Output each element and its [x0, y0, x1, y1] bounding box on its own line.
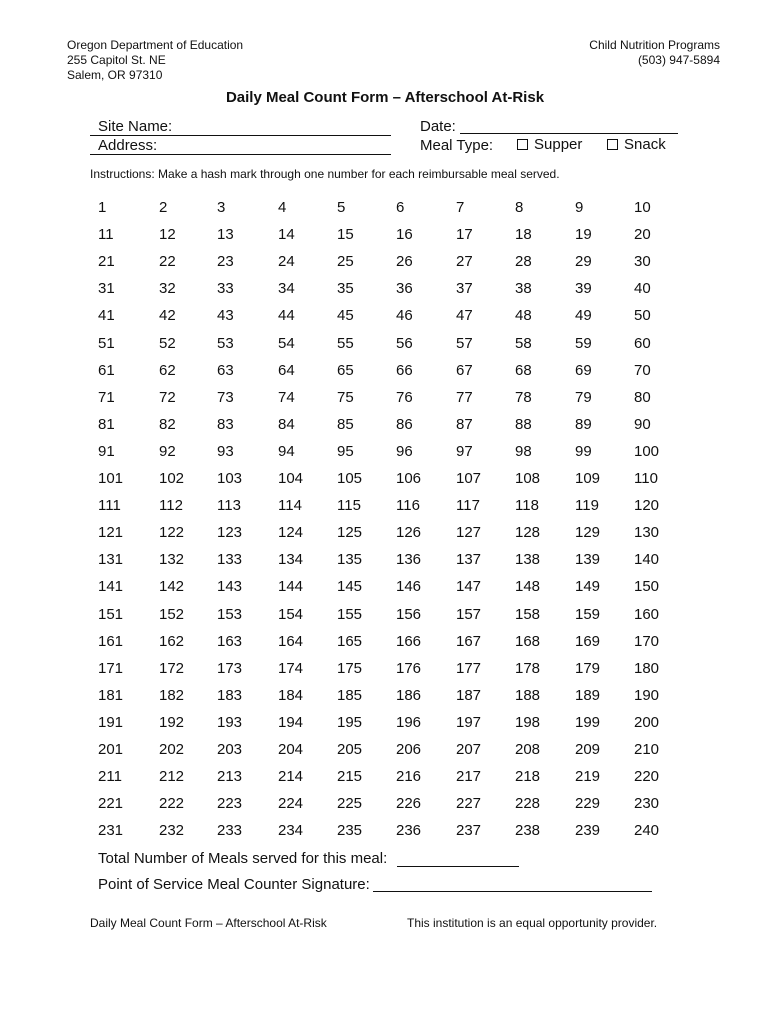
count-number[interactable]: 33	[217, 280, 234, 298]
count-number[interactable]: 36	[396, 280, 413, 298]
count-row	[98, 496, 698, 516]
count-number[interactable]: 43	[217, 307, 234, 325]
count-row	[98, 361, 698, 381]
count-number[interactable]: 82	[159, 415, 176, 433]
count-number[interactable]: 8	[515, 199, 524, 216]
count-number[interactable]: 238	[515, 822, 541, 840]
count-number[interactable]: 96	[396, 442, 413, 460]
count-number[interactable]: 209	[575, 741, 601, 758]
count-number[interactable]: 240	[634, 822, 660, 840]
count-number[interactable]: 136	[396, 551, 422, 569]
count-number[interactable]: 195	[337, 713, 363, 731]
count-number[interactable]: 102	[159, 470, 185, 487]
count-number[interactable]: 100	[634, 442, 660, 460]
count-number[interactable]: 60	[634, 334, 651, 352]
count-number[interactable]: 17	[456, 226, 473, 244]
count-row	[98, 550, 698, 570]
count-number[interactable]: 197	[456, 713, 482, 731]
count-row	[98, 469, 698, 489]
count-number[interactable]: 233	[217, 822, 243, 840]
count-number[interactable]: 236	[396, 822, 422, 840]
count-row	[98, 388, 698, 408]
count-number[interactable]: 21	[98, 253, 115, 271]
count-number[interactable]: 35	[337, 280, 354, 298]
count-number[interactable]: 234	[278, 822, 304, 840]
count-number[interactable]: 126	[396, 524, 422, 542]
count-number[interactable]: 215	[337, 768, 363, 786]
count-number[interactable]: 30	[634, 253, 651, 271]
count-number[interactable]: 42	[159, 307, 176, 325]
count-number[interactable]: 196	[396, 713, 422, 731]
count-number[interactable]: 63	[217, 361, 234, 379]
count-number[interactable]: 86	[396, 415, 413, 433]
count-row	[98, 767, 698, 787]
count-number[interactable]: 98	[515, 442, 532, 460]
count-number[interactable]: 142	[159, 578, 185, 596]
count-row	[98, 632, 698, 652]
count-number[interactable]: 24	[278, 253, 295, 271]
count-row	[98, 740, 698, 760]
count-number[interactable]: 19	[575, 226, 592, 244]
count-number[interactable]: 12	[159, 226, 176, 244]
snack-label: Snack	[624, 136, 666, 153]
count-number[interactable]: 25	[337, 253, 354, 271]
count-row	[98, 279, 698, 299]
org-street: 255 Capitol St. NE	[67, 53, 166, 67]
count-number[interactable]: 179	[575, 659, 601, 677]
count-number[interactable]: 187	[456, 686, 482, 704]
count-row	[98, 605, 698, 625]
count-number[interactable]: 131	[98, 551, 124, 569]
count-number[interactable]: 106	[396, 470, 422, 487]
count-number[interactable]: 68	[515, 361, 532, 379]
count-number[interactable]: 84	[278, 415, 295, 433]
count-number[interactable]: 77	[456, 388, 473, 406]
count-number[interactable]: 79	[575, 388, 592, 406]
count-number[interactable]: 78	[515, 388, 532, 406]
count-number[interactable]: 171	[98, 659, 124, 677]
count-number[interactable]: 54	[278, 334, 295, 352]
count-row	[98, 686, 698, 706]
count-number[interactable]: 51	[98, 334, 115, 352]
address-input-line[interactable]	[90, 137, 391, 155]
count-number[interactable]: 216	[396, 768, 422, 786]
supper-label: Supper	[534, 136, 583, 153]
count-number[interactable]: 5	[337, 199, 346, 216]
count-number[interactable]: 7	[456, 199, 465, 216]
count-number[interactable]: 162	[159, 632, 185, 650]
count-number[interactable]: 118	[515, 497, 539, 515]
count-number[interactable]: 97	[456, 442, 473, 460]
count-number[interactable]: 184	[278, 686, 304, 704]
count-number[interactable]: 158	[515, 605, 541, 623]
count-number[interactable]: 4	[278, 199, 287, 216]
count-number[interactable]: 55	[337, 334, 354, 352]
total-meals-label: Total Number of Meals served for this meal:	[98, 850, 388, 867]
count-row	[98, 659, 698, 679]
count-number[interactable]: 143	[217, 578, 243, 596]
supper-checkbox[interactable]	[517, 139, 528, 150]
count-number[interactable]: 160	[634, 605, 660, 623]
count-number[interactable]: 27	[456, 253, 473, 271]
count-number[interactable]: 44	[278, 307, 295, 325]
count-number[interactable]: 99	[575, 442, 592, 460]
count-number[interactable]: 45	[337, 307, 354, 325]
count-number[interactable]: 83	[217, 415, 234, 433]
count-number[interactable]: 164	[278, 632, 304, 650]
count-number[interactable]: 144	[278, 578, 304, 596]
signature-input-line[interactable]	[373, 876, 652, 892]
footer-form-name: Daily Meal Count Form – Afterschool At-Risk	[90, 916, 327, 930]
count-number[interactable]: 26	[396, 253, 413, 271]
count-number[interactable]: 11	[98, 226, 114, 244]
count-number[interactable]: 135	[337, 551, 363, 569]
program-contact-block	[589, 38, 720, 68]
count-number[interactable]: 204	[278, 741, 304, 758]
count-number[interactable]: 13	[217, 226, 234, 244]
count-number[interactable]: 40	[634, 280, 651, 298]
count-number[interactable]: 22	[159, 253, 176, 271]
count-number[interactable]: 121	[98, 524, 124, 542]
count-number[interactable]: 153	[217, 605, 243, 623]
form-title: Daily Meal Count Form – Afterschool At-Risk	[225, 89, 545, 106]
count-row	[98, 415, 698, 435]
count-number[interactable]: 93	[217, 442, 234, 460]
count-number[interactable]: 200	[634, 713, 660, 731]
count-number[interactable]: 73	[217, 388, 234, 406]
count-number[interactable]: 173	[217, 659, 243, 677]
count-number[interactable]: 89	[575, 415, 592, 433]
count-number[interactable]: 156	[396, 605, 422, 623]
site-name-input-line[interactable]	[90, 118, 391, 136]
count-number[interactable]: 220	[634, 768, 660, 786]
count-number[interactable]: 211	[98, 768, 122, 786]
count-number[interactable]: 127	[456, 524, 482, 542]
site-name-label: Site Name:	[98, 118, 173, 135]
count-number[interactable]: 52	[159, 334, 176, 352]
count-number[interactable]: 87	[456, 415, 473, 433]
instructions-text: Instructions: Make a hash mark through one number for each reimbursable meal served.	[90, 167, 560, 181]
count-number[interactable]: 210	[634, 741, 660, 758]
count-number[interactable]: 168	[515, 632, 541, 650]
count-number[interactable]: 212	[159, 768, 185, 786]
date-label: Date:	[420, 118, 456, 135]
count-number[interactable]: 174	[278, 659, 304, 677]
count-number[interactable]: 148	[515, 578, 541, 596]
org-city: Salem, OR 97310	[67, 68, 163, 82]
count-number[interactable]: 48	[515, 307, 532, 325]
count-row	[98, 306, 698, 326]
count-number[interactable]: 123	[217, 524, 243, 542]
count-number[interactable]: 56	[396, 334, 413, 352]
count-number[interactable]: 176	[396, 659, 422, 677]
count-number[interactable]: 32	[159, 280, 176, 298]
count-number[interactable]: 155	[337, 605, 363, 623]
count-number[interactable]: 117	[456, 497, 480, 515]
count-number[interactable]: 103	[217, 470, 243, 487]
count-number[interactable]: 129	[575, 524, 601, 542]
count-number[interactable]: 165	[337, 632, 363, 650]
count-number[interactable]: 134	[278, 551, 304, 569]
count-number[interactable]: 218	[515, 768, 541, 786]
count-number[interactable]: 147	[456, 578, 482, 596]
count-number[interactable]: 81	[98, 415, 115, 433]
org-address-block	[67, 38, 243, 83]
count-number[interactable]: 150	[634, 578, 660, 596]
count-number[interactable]: 38	[515, 280, 532, 298]
count-number[interactable]: 167	[456, 632, 482, 650]
count-number[interactable]: 163	[217, 632, 243, 650]
count-number[interactable]: 14	[278, 226, 295, 244]
count-number[interactable]: 180	[634, 659, 660, 677]
count-number[interactable]: 46	[396, 307, 413, 325]
count-number[interactable]: 113	[217, 497, 241, 515]
count-number[interactable]: 202	[159, 741, 185, 758]
count-number[interactable]: 178	[515, 659, 541, 677]
count-number[interactable]: 191	[98, 713, 124, 731]
count-number[interactable]: 85	[337, 415, 354, 433]
count-number[interactable]: 169	[575, 632, 601, 650]
signature-label: Point of Service Meal Counter Signature:	[98, 876, 370, 893]
count-number[interactable]: 190	[634, 686, 660, 704]
count-number[interactable]: 9	[575, 199, 584, 216]
count-number[interactable]: 198	[515, 713, 541, 731]
count-number[interactable]: 133	[217, 551, 243, 569]
count-number[interactable]: 23	[217, 253, 234, 271]
count-number[interactable]: 152	[159, 605, 185, 623]
count-number[interactable]: 182	[159, 686, 185, 704]
count-number[interactable]: 34	[278, 280, 295, 298]
count-number[interactable]: 130	[634, 524, 660, 542]
count-number[interactable]: 175	[337, 659, 363, 677]
count-number[interactable]: 67	[456, 361, 473, 379]
count-number[interactable]: 116	[396, 497, 420, 515]
count-number[interactable]: 188	[515, 686, 541, 704]
count-number[interactable]: 95	[337, 442, 354, 460]
count-number[interactable]: 74	[278, 388, 295, 406]
count-number[interactable]: 59	[575, 334, 592, 352]
count-row	[98, 225, 698, 245]
count-number[interactable]: 31	[98, 280, 115, 298]
count-number[interactable]: 192	[159, 713, 185, 731]
count-number[interactable]: 92	[159, 442, 176, 460]
count-number[interactable]: 71	[98, 388, 115, 406]
count-row	[98, 334, 698, 354]
count-number[interactable]: 101	[98, 470, 124, 487]
count-number[interactable]: 6	[396, 199, 405, 216]
count-number[interactable]: 205	[337, 741, 363, 758]
count-number[interactable]: 50	[634, 307, 651, 325]
count-number[interactable]: 139	[575, 551, 601, 569]
count-number[interactable]: 228	[515, 795, 541, 813]
count-number[interactable]: 224	[278, 795, 304, 813]
count-number[interactable]: 170	[634, 632, 660, 650]
count-number[interactable]: 219	[575, 768, 601, 786]
count-number[interactable]: 88	[515, 415, 532, 433]
count-number[interactable]: 115	[337, 497, 361, 515]
count-number[interactable]: 128	[515, 524, 541, 542]
count-number[interactable]: 141	[98, 578, 124, 596]
count-number[interactable]: 104	[278, 470, 304, 487]
count-number[interactable]: 72	[159, 388, 176, 406]
count-number[interactable]: 231	[98, 822, 124, 840]
count-number[interactable]: 124	[278, 524, 304, 542]
total-meals-input-line[interactable]	[397, 850, 519, 867]
count-number[interactable]: 94	[278, 442, 295, 460]
count-number[interactable]: 75	[337, 388, 354, 406]
org-name: Oregon Department of Education	[67, 38, 244, 52]
count-number[interactable]: 62	[159, 361, 176, 379]
count-row	[98, 794, 698, 814]
count-number[interactable]: 1	[98, 199, 107, 216]
count-number[interactable]: 229	[575, 795, 601, 813]
count-number[interactable]: 64	[278, 361, 295, 379]
count-number[interactable]: 91	[98, 442, 115, 460]
count-number[interactable]: 206	[396, 741, 422, 758]
count-number[interactable]: 41	[98, 307, 115, 325]
count-number[interactable]: 201	[98, 741, 124, 758]
count-number[interactable]: 208	[515, 741, 541, 758]
count-number[interactable]: 159	[575, 605, 601, 623]
count-row	[98, 577, 698, 597]
count-number[interactable]: 132	[159, 551, 185, 569]
count-number[interactable]: 20	[634, 226, 651, 244]
count-number[interactable]: 226	[396, 795, 422, 813]
count-number[interactable]: 108	[515, 470, 541, 487]
count-number[interactable]: 119	[575, 497, 599, 515]
count-number[interactable]: 193	[217, 713, 243, 731]
count-number[interactable]: 181	[98, 686, 124, 704]
count-number[interactable]: 237	[456, 822, 482, 840]
count-number[interactable]: 111	[98, 497, 121, 515]
date-input-line[interactable]	[460, 118, 678, 134]
count-number[interactable]: 239	[575, 822, 601, 840]
count-row	[98, 821, 698, 841]
count-number[interactable]: 217	[456, 768, 482, 786]
count-number[interactable]: 194	[278, 713, 304, 731]
count-number[interactable]: 107	[456, 470, 482, 487]
count-number[interactable]: 186	[396, 686, 422, 704]
count-number[interactable]: 105	[337, 470, 363, 487]
count-number[interactable]: 189	[575, 686, 601, 704]
count-row	[98, 198, 698, 218]
count-number[interactable]: 47	[456, 307, 473, 325]
count-number[interactable]: 37	[456, 280, 473, 298]
count-number[interactable]: 120	[634, 497, 660, 515]
count-row	[98, 713, 698, 733]
count-number[interactable]: 65	[337, 361, 354, 379]
count-number[interactable]: 213	[217, 768, 243, 786]
count-number[interactable]: 140	[634, 551, 660, 569]
count-number[interactable]: 227	[456, 795, 482, 813]
count-number[interactable]: 2	[159, 199, 168, 216]
count-number[interactable]: 10	[634, 199, 651, 216]
count-number[interactable]: 214	[278, 768, 304, 786]
count-number[interactable]: 157	[456, 605, 482, 623]
count-number[interactable]: 49	[575, 307, 592, 325]
count-number[interactable]: 203	[217, 741, 243, 758]
count-number[interactable]: 122	[159, 524, 185, 542]
count-number[interactable]: 66	[396, 361, 413, 379]
count-number[interactable]: 69	[575, 361, 592, 379]
address-label: Address:	[98, 137, 158, 154]
count-number[interactable]: 15	[337, 226, 354, 244]
count-number[interactable]: 161	[98, 632, 124, 650]
count-row	[98, 523, 698, 543]
count-number[interactable]: 57	[456, 334, 473, 352]
count-number[interactable]: 53	[217, 334, 234, 352]
meal-option-supper[interactable]	[517, 136, 582, 154]
count-row	[98, 442, 698, 462]
count-number[interactable]: 172	[159, 659, 185, 677]
count-number[interactable]: 29	[575, 253, 592, 271]
count-number[interactable]: 18	[515, 226, 532, 244]
meal-option-snack[interactable]	[607, 136, 666, 154]
meal-type-label: Meal Type:	[420, 137, 494, 154]
count-number[interactable]: 76	[396, 388, 413, 406]
count-number[interactable]: 183	[217, 686, 243, 704]
count-number[interactable]: 138	[515, 551, 541, 569]
count-number[interactable]: 177	[456, 659, 482, 677]
count-number[interactable]: 80	[634, 388, 651, 406]
count-number[interactable]: 166	[396, 632, 422, 650]
footer-equal-opportunity: This institution is an equal opportunity provider.	[407, 916, 658, 930]
count-number[interactable]: 137	[456, 551, 482, 569]
program-name: Child Nutrition Programs	[589, 38, 720, 52]
count-number[interactable]: 114	[278, 497, 302, 515]
count-number[interactable]: 58	[515, 334, 532, 352]
count-number[interactable]: 149	[575, 578, 601, 596]
count-number[interactable]: 125	[337, 524, 363, 542]
count-number[interactable]: 154	[278, 605, 304, 623]
count-number[interactable]: 232	[159, 822, 185, 840]
count-number[interactable]: 112	[159, 497, 183, 515]
count-row	[98, 252, 698, 272]
count-number[interactable]: 61	[98, 361, 115, 379]
count-number[interactable]: 3	[217, 199, 226, 216]
count-number[interactable]: 230	[634, 795, 660, 813]
count-number[interactable]: 28	[515, 253, 532, 271]
count-number[interactable]: 199	[575, 713, 601, 731]
count-number[interactable]: 110	[634, 470, 658, 487]
count-number[interactable]: 146	[396, 578, 422, 596]
count-number[interactable]: 223	[217, 795, 243, 813]
count-number[interactable]: 90	[634, 415, 651, 433]
count-number[interactable]: 185	[337, 686, 363, 704]
count-number[interactable]: 145	[337, 578, 363, 596]
count-number[interactable]: 70	[634, 361, 651, 379]
count-number[interactable]: 109	[575, 470, 601, 487]
count-number[interactable]: 16	[396, 226, 413, 244]
count-number[interactable]: 151	[98, 605, 124, 623]
count-number[interactable]: 225	[337, 795, 363, 813]
count-number[interactable]: 39	[575, 280, 592, 298]
count-number[interactable]: 207	[456, 741, 482, 758]
program-phone: (503) 947-5894	[637, 53, 720, 67]
count-number[interactable]: 222	[159, 795, 185, 813]
count-number[interactable]: 221	[98, 795, 124, 813]
count-number[interactable]: 235	[337, 822, 363, 840]
snack-checkbox[interactable]	[607, 139, 618, 150]
